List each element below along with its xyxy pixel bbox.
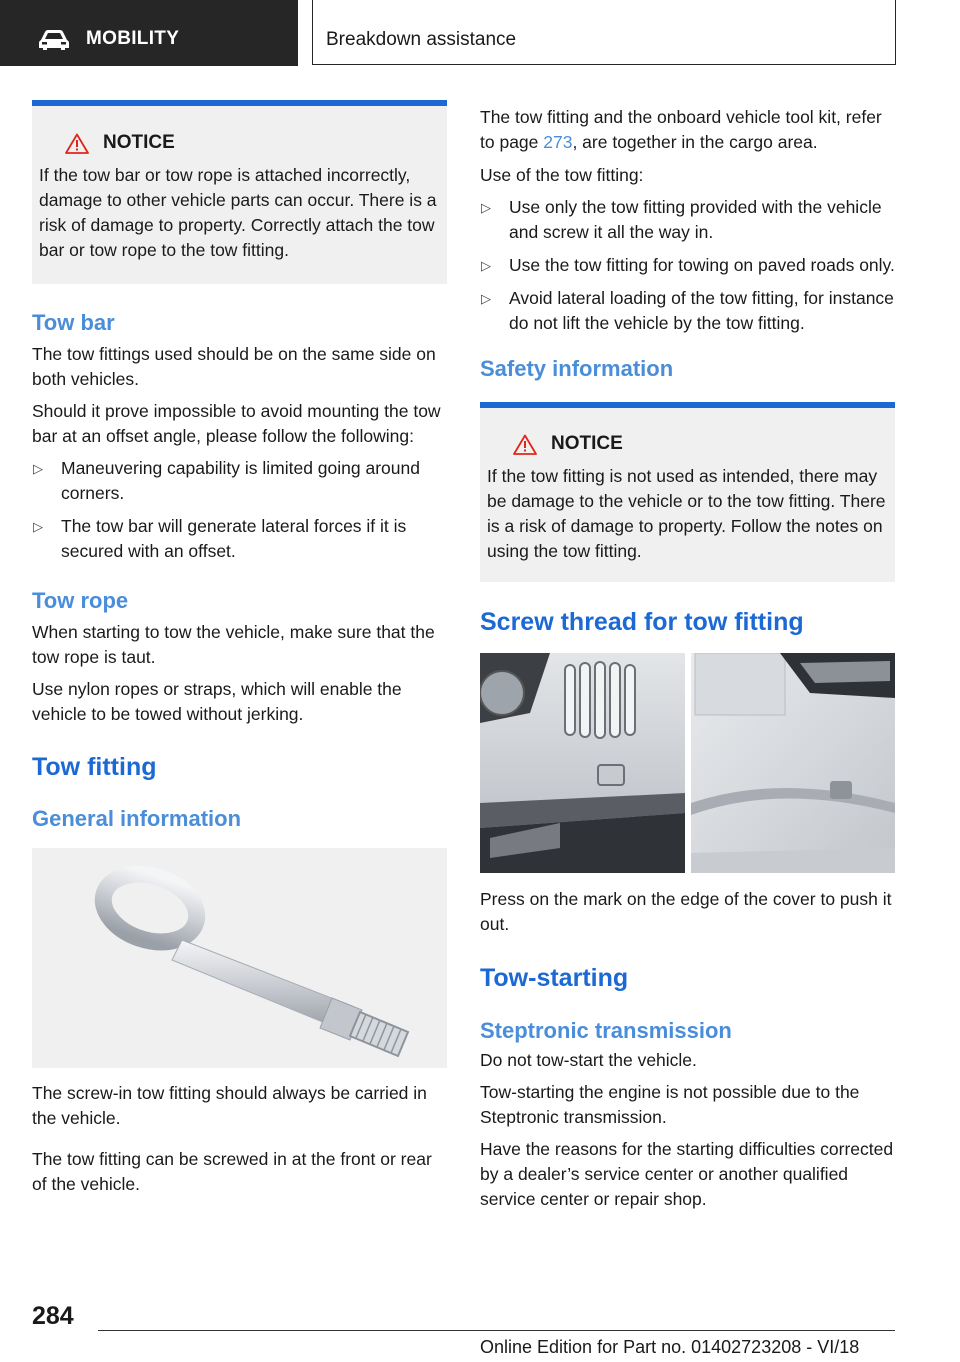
tow-bar-list	[32, 456, 447, 564]
chapter-title: Breakdown assistance	[326, 29, 517, 50]
section-tab	[0, 0, 298, 66]
right-column	[480, 105, 895, 1212]
tow-fitting-paragraph-1: The screw-in tow fitting should always be carried in the vehicle.	[32, 1083, 427, 1128]
tow-fitting-use-list	[480, 195, 895, 336]
bullet-triangle-icon: ▷	[33, 519, 43, 534]
notice-title: NOTICE	[103, 132, 175, 153]
tow-bar-paragraph-2: Should it prove impossible to avoid mounting the tow bar at an offset angle, please follow the following:	[32, 401, 441, 446]
screw-thread-image	[480, 653, 895, 873]
page-number: 284	[32, 1302, 74, 1330]
steptronic-paragraph-1: Do not tow-start the vehicle.	[480, 1050, 697, 1070]
page-reference-link[interactable]: 273	[543, 132, 573, 152]
section-label: MOBILITY	[86, 28, 180, 49]
notice-text: If the tow fitting is not used as intended, there may be damage to the vehicle or to the tow fitting. There is a risk of damage to property. Follow the notes on using the tow fitting.	[487, 466, 886, 561]
notice-box	[480, 402, 895, 582]
tow-fitting-heading: Tow fitting	[32, 753, 157, 781]
tow-fitting-image	[32, 848, 447, 1068]
list-item: ▷ Use only the tow fitting provided with the vehicle and screw it all the way in.	[481, 197, 882, 242]
steptronic-paragraph-2: Tow-starting the engine is not possible due to the Steptronic transmission.	[480, 1082, 860, 1127]
general-information-heading: General information	[32, 806, 242, 831]
tow-rope-paragraph-2: Use nylon ropes or straps, which will enable the vehicle to be towed without jerking.	[32, 679, 402, 724]
page-header	[0, 0, 960, 66]
tow-bar-heading: Tow bar	[32, 310, 115, 335]
steptronic-heading: Steptronic transmission	[480, 1018, 732, 1043]
tow-fitting-paragraph-2: The tow fitting can be screwed in at the front or rear of the vehicle.	[32, 1149, 432, 1194]
bumper-illustration	[480, 653, 895, 873]
intro-paragraph: The tow fitting and the onboard vehicle tool kit, refer to page 273, are together in the cargo area.	[480, 107, 882, 152]
notice-text: If the tow bar or tow rope is attached incorrectly, damage to other vehicle parts can occur. There is a risk of damage to property. Correctly attach the tow bar or tow rope to the tow fitting.	[39, 165, 437, 260]
chapter-tab	[312, 0, 896, 65]
use-label: Use of the tow fitting:	[480, 165, 644, 185]
screw-thread-heading: Screw thread for tow fitting	[480, 608, 804, 636]
bullet-triangle-icon: ▷	[33, 461, 43, 476]
list-item: ▷ Maneuvering capability is limited going around corners.	[33, 458, 420, 503]
list-item: ▷ Avoid lateral loading of the tow fitting, for instance do not lift the vehicle by the tow fitting.	[481, 288, 894, 333]
tow-starting-heading: Tow-starting	[480, 964, 629, 992]
safety-information-heading: Safety information	[480, 356, 674, 381]
tow-rope-heading: Tow rope	[32, 588, 129, 613]
tow-rope-paragraph-1: When starting to tow the vehicle, make sure that the tow rope is taut.	[32, 622, 435, 667]
warning-triangle-icon	[65, 133, 89, 154]
notice-header	[487, 433, 887, 455]
edition-text: Online Edition for Part no. 01402723208 - VI/18	[480, 1337, 860, 1357]
list-item: ▷ Use the tow fitting for towing on paved roads only.	[480, 253, 895, 278]
steptronic-paragraph-3: Have the reasons for the starting difficulties corrected by a dealer’s service center or another qualified service center or repair shop.	[480, 1139, 894, 1209]
bullet-triangle-icon: ▷	[481, 291, 491, 306]
notice-header	[39, 132, 439, 154]
tow-fitting-illustration	[32, 848, 447, 1068]
bullet-triangle-icon: ▷	[481, 258, 491, 273]
notice-title: NOTICE	[551, 433, 623, 454]
notice-box	[32, 100, 447, 284]
tow-bar-paragraph-1: The tow fittings used should be on the same side on both vehicles.	[32, 344, 436, 389]
screw-thread-text: Press on the mark on the edge of the cover to push it out.	[480, 889, 892, 934]
bullet-triangle-icon: ▷	[481, 200, 491, 215]
left-column	[32, 100, 447, 1197]
car-icon	[38, 29, 70, 51]
list-item: ▷ The tow bar will generate lateral forces if it is secured with an offset.	[33, 516, 407, 561]
warning-triangle-icon	[513, 434, 537, 455]
footer-divider	[98, 1330, 895, 1331]
